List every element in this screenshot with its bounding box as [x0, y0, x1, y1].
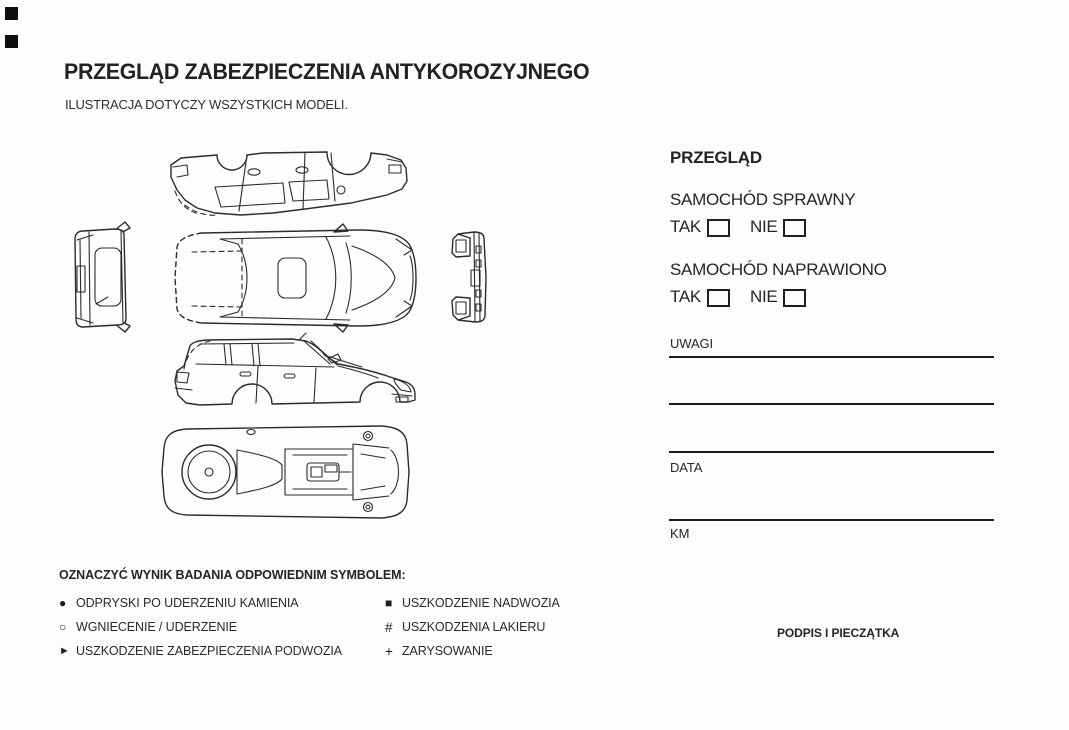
- notes-label: UWAGI: [670, 336, 714, 351]
- answer-row-car-repaired: [670, 287, 994, 305]
- no-label: NIE: [750, 217, 778, 236]
- car-side-view: [154, 331, 419, 419]
- yes-label: TAK: [670, 287, 701, 306]
- notes-line-2[interactable]: [669, 403, 994, 405]
- legend-header: OZNACZYĆ WYNIK BADANIA ODPOWIEDNIM SYMBOLEM:: [59, 568, 406, 582]
- legend-item-label: ZARYSOWANIE: [402, 644, 493, 658]
- legend-item: [385, 643, 493, 659]
- km-label: KM: [670, 526, 690, 541]
- no-checkbox[interactable]: [783, 289, 806, 307]
- legend-item-label: WGNIECENIE / UDERZENIE: [76, 620, 238, 634]
- answer-row-car-operational: [670, 217, 994, 235]
- car-rear-view: [446, 228, 496, 326]
- car-bottom-view: [155, 420, 415, 524]
- scan-mark-bottom: [5, 35, 18, 48]
- notes-line-3[interactable]: [669, 451, 994, 453]
- filled-triangle-right-icon: ►: [59, 645, 70, 657]
- filled-circle-icon: ●: [59, 596, 67, 610]
- car-underbody-sill-view: [155, 143, 417, 221]
- inspection-header: PRZEGLĄD: [670, 148, 762, 167]
- legend-item: [385, 595, 560, 611]
- page-title: PRZEGLĄD ZABEZPIECZENIA ANTYKOROZYJNEGO: [64, 59, 590, 84]
- yes-checkbox[interactable]: [707, 289, 730, 307]
- question-car-operational: SAMOCHÓD SPRAWNY: [670, 190, 856, 209]
- legend-item: [59, 595, 299, 611]
- legend-item-label: USZKODZENIA LAKIERU: [402, 620, 546, 634]
- open-circle-icon: ○: [59, 620, 67, 634]
- no-label: NIE: [750, 287, 778, 306]
- notes-line-1[interactable]: [669, 356, 994, 358]
- legend-item-label: USZKODZENIE NADWOZIA: [402, 596, 560, 610]
- legend-item-label: ODPRYSKI PO UDERZENIU KAMIENIA: [76, 596, 299, 610]
- no-checkbox[interactable]: [783, 219, 806, 237]
- legend-item: [385, 619, 545, 635]
- legend-item: [59, 643, 342, 659]
- page-subtitle: ILUSTRACJA DOTYCZY WSZYSTKICH MODELI.: [65, 97, 348, 112]
- plus-icon: +: [385, 643, 393, 659]
- date-line[interactable]: [669, 519, 994, 521]
- yes-label: TAK: [670, 217, 701, 236]
- legend-item-label: USZKODZENIE ZABEZPIECZENIA PODWOZIA: [76, 644, 342, 658]
- date-label: DATA: [670, 460, 703, 475]
- hash-icon: #: [385, 619, 393, 635]
- signature-label: PODPIS I PIECZĄTKA: [777, 626, 900, 640]
- yes-checkbox[interactable]: [707, 219, 730, 237]
- car-front-view: [63, 218, 143, 337]
- legend-item: [59, 619, 237, 635]
- car-top-view: [162, 222, 422, 334]
- question-car-repaired: SAMOCHÓD NAPRAWIONO: [670, 260, 887, 279]
- scan-mark-top: [5, 7, 18, 20]
- filled-square-icon: ■: [385, 596, 393, 610]
